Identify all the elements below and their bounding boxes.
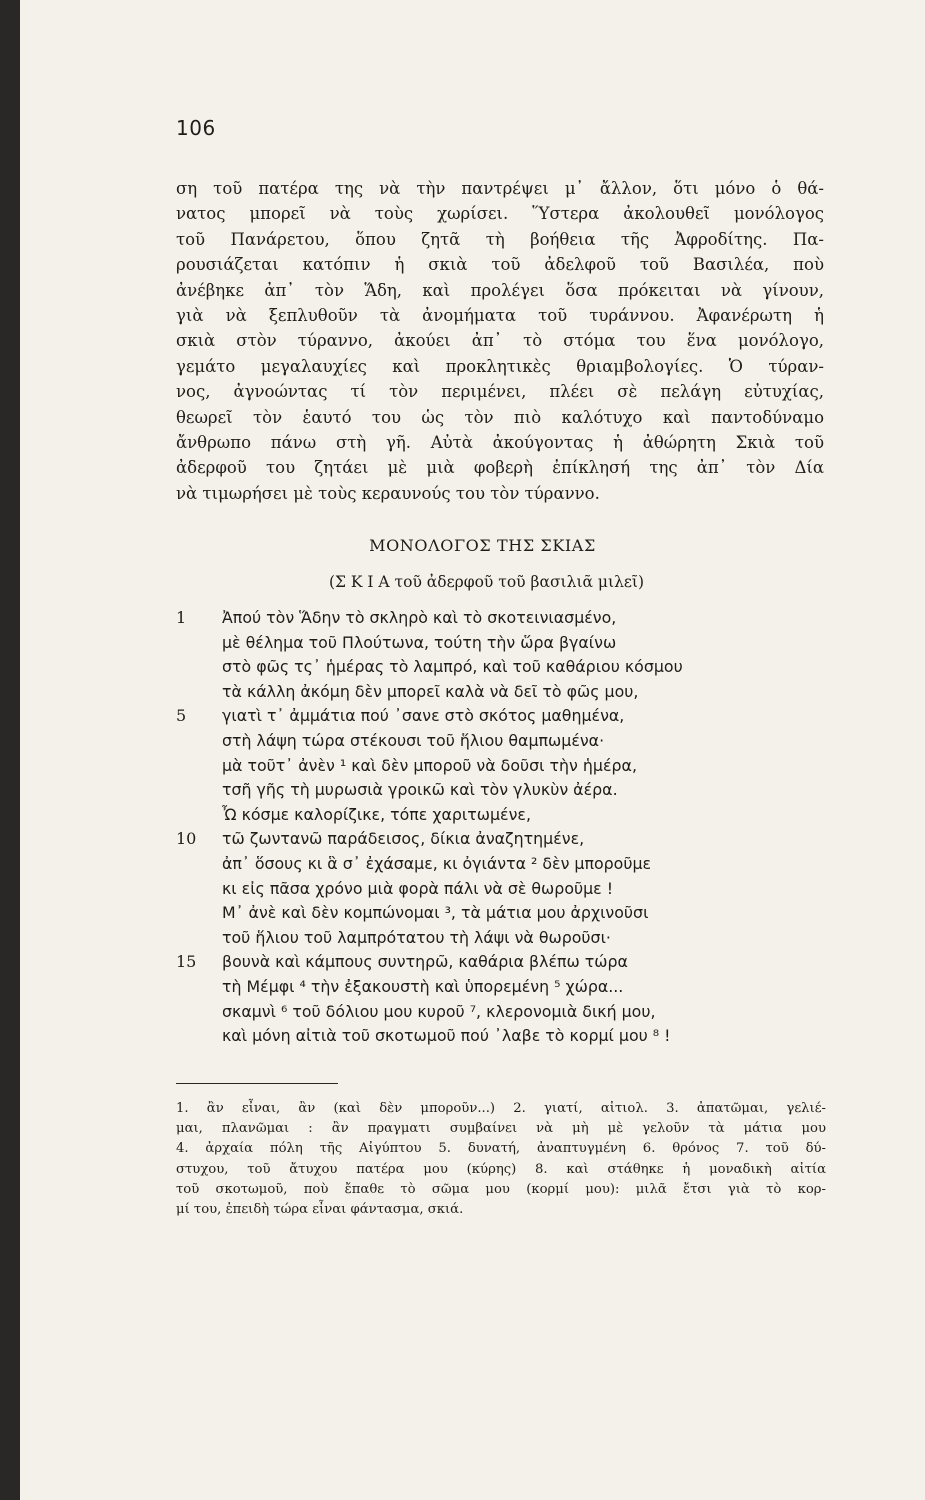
poem-verse bbox=[176, 901, 826, 926]
footnote-divider bbox=[176, 1083, 338, 1084]
footnote-line: 4. ἀρχαία πόλη τῆς Αἰγύπτου 5. δυνατή, ἀναπτυγμένη 6. θρόνος 7. τοῦ δύ- bbox=[176, 1141, 826, 1157]
prose-line: ση τοῦ πατέρα της νὰ τὴν παντρέψει μ᾽ ἄλλον, ὅτι μόνο ὁ θά- bbox=[176, 179, 824, 198]
poem-verse bbox=[176, 704, 826, 729]
verse-text: βουνὰ καὶ κάμπους συντηρῶ, καθάρια βλέπω τώρα bbox=[222, 952, 628, 972]
poem-verse bbox=[176, 680, 826, 705]
footnotes bbox=[176, 1099, 826, 1220]
poem-verse bbox=[176, 827, 826, 852]
footnote-line: μαι, πλανῶμαι : ἂν πραγματι συμβαίνει νὰ μὴ μὲ γελοῦν τὰ μάτια μου bbox=[176, 1121, 826, 1137]
section-subtitle: (Σ Κ Ι Α τοῦ ἀδερφοῦ τοῦ βασιλιᾶ μιλεῖ) bbox=[328, 573, 645, 591]
footnote-line: στυχου, τοῦ ἄτυχου πατέρα μου (κύρης) 8. καὶ στάθηκε ἡ μοναδικὴ αἰτία bbox=[176, 1161, 826, 1177]
footnote-line: μί του, ἐπειδὴ τώρα εἶναι φάντασμα, σκιά. bbox=[176, 1202, 464, 1218]
poem-verse bbox=[176, 877, 826, 902]
verse-text: τὰ κάλλη ἀκόμη δὲν μπορεῖ καλὰ νὰ δεῖ τὸ φῶς μου, bbox=[222, 681, 639, 701]
verse-text: σκαμνὶ ⁶ τοῦ δόλιου μου κυροῦ ⁷, κλερονομιὰ δική μου, bbox=[222, 1001, 656, 1021]
verse-number: 1 bbox=[176, 608, 187, 627]
verse-text: γιατὶ τ᾽ ἀμμάτια πού ᾽σανε στὸ σκότος μαθημένα, bbox=[222, 706, 625, 726]
poem-verse bbox=[176, 606, 826, 631]
verse-text: τσῆ γῆς τὴ μυρωσιὰ γροικῶ καὶ τὸν γλυκὺν ἀέρα. bbox=[222, 780, 618, 800]
prose-line: τοῦ Πανάρετου, ὅπου ζητᾶ τὴ βοήθεια τῆς Ἀφροδίτης. Πα- bbox=[176, 229, 824, 249]
poem-verse bbox=[176, 1000, 826, 1025]
prose-line: ἄνθρωπο πάνω στὴ γῆ. Αὐτὰ ἀκούγοντας ἡ ἀθώρητη Σκιὰ τοῦ bbox=[176, 433, 824, 453]
poem-verse bbox=[176, 975, 826, 1000]
verse-number: 10 bbox=[176, 829, 197, 849]
prose-line: γεμάτο μεγαλαυχίες καὶ προκλητικὲς θριαμβολογίες. Ὁ τύραν- bbox=[176, 356, 824, 376]
verse-text: στὴ λάψη τώρα στέκουσι τοῦ ἥλιου θαμπωμένα· bbox=[222, 730, 605, 750]
footnote-line: 1. ἂν εἶναι, ἂν (καὶ δὲν μποροῦν...) 2. γιατί, αἰτιολ. 3. ἀπατῶμαι, γελιέ- bbox=[176, 1101, 826, 1116]
book-spine-shadow bbox=[0, 0, 20, 1500]
verse-text: κι εἰς πᾶσα χρόνο μιὰ φορὰ πάλι νὰ σὲ θωροῦμε ! bbox=[222, 878, 614, 898]
poem-verse bbox=[176, 926, 826, 951]
prose-line: νατος μπορεῖ νὰ τοὺς χωρίσει. Ὕστερα ἀκολουθεῖ μονόλογος bbox=[176, 204, 824, 224]
poem-verse bbox=[176, 655, 826, 680]
footnote-line: τοῦ σκοτωμοῦ, ποὺ ἔπαθε τὸ σῶμα μου (κορμί μου): μιλᾶ ἔτσι γιὰ τὸ κορ- bbox=[176, 1181, 826, 1197]
verse-text: τοῦ ἥλιου τοῦ λαμπρότατου τὴ λάψι νὰ θωροῦσι· bbox=[222, 927, 611, 947]
prose-line: θεωρεῖ τὸν ἑαυτό του ὡς τὸν πιὸ καλότυχο καὶ παντοδύναμο bbox=[176, 407, 824, 427]
verse-text: μὰ τοῦτ᾽ ἀνὲν ¹ καὶ δὲν μποροῦ νὰ δοῦσι τὴν ἡμέρα, bbox=[222, 755, 637, 775]
prose-paragraph bbox=[176, 176, 824, 506]
prose-line: σκιὰ στὸν τύραννο, ἀκούει ἀπ᾽ τὸ στόμα του ἕνα μονόλογο, bbox=[176, 331, 824, 351]
verse-text: Ὦ κόσμε καλορίζικε, τόπε χαριτωμένε, bbox=[222, 804, 531, 824]
verse-text: μὲ θέλημα τοῦ Πλούτωνα, τούτη τὴν ὥρα βγαίνω bbox=[222, 632, 617, 652]
verse-text: Ἀπού τὸν Ἅδην τὸ σκληρὸ καὶ τὸ σκοτεινιασμένο, bbox=[222, 608, 617, 627]
prose-line: νὰ τιμωρήσει μὲ τοὺς κεραυνούς του τὸν τύραννο. bbox=[176, 483, 600, 503]
verse-text: ἀπ᾽ ὅσους κι ἃ σ᾽ ἐχάσαμε, κι ὀγιάντα ² δὲν μποροῦμε bbox=[222, 853, 652, 873]
verse-text: καὶ μόνη αἰτιὰ τοῦ σκοτωμοῦ πού ᾽λαβε τὸ κορμί μου ⁸ ! bbox=[222, 1026, 671, 1046]
prose-line: ἀδερφοῦ του ζητάει μὲ μιὰ φοβερὴ ἐπίκλησή της ἀπ᾽ τὸν Δία bbox=[176, 458, 824, 478]
verse-number: 5 bbox=[176, 706, 187, 726]
poem-verse bbox=[176, 631, 826, 656]
poem-verse bbox=[176, 803, 826, 828]
verse-text: στὸ φῶς τς᾽ ἡμέρας τὸ λαμπρό, καὶ τοῦ καθάριου κόσμου bbox=[222, 657, 683, 677]
poem-verse bbox=[176, 852, 826, 877]
poem-verse bbox=[176, 950, 826, 975]
poem-verse bbox=[176, 754, 826, 779]
poem-verse bbox=[176, 729, 826, 754]
verse-text: τὴ Μέμφι ⁴ τὴν ἐξακουστὴ καὶ ὑπορεμένη ⁵ χώρα... bbox=[222, 976, 624, 996]
page-number: 106 bbox=[176, 116, 216, 140]
section-title: ΜΟΝΟΛΟΓΟΣ ΤΗΣ ΣΚΙΑΣ bbox=[369, 536, 596, 555]
prose-line: νος, ἀγνοώντας τί τὸν περιμένει, πλέει σὲ πελάγη εὐτυχίας, bbox=[176, 382, 824, 402]
poem bbox=[176, 606, 826, 1049]
verse-number: 15 bbox=[176, 952, 197, 972]
prose-line: ρουσιάζεται κατόπιν ἡ σκιὰ τοῦ ἀδελφοῦ τοῦ Βασιλέα, ποὺ bbox=[176, 255, 824, 275]
verse-text: Μ᾽ ἀνὲ καὶ δὲν κομπώνομαι ³, τὰ μάτια μου ἀρχινοῦσι bbox=[222, 903, 649, 923]
prose-line: ἀνέβηκε ἀπ᾽ τὸν Ἅδη, καὶ προλέγει ὅσα πρόκειται νὰ γίνουν, bbox=[176, 280, 824, 300]
poem-verse bbox=[176, 1024, 826, 1049]
verse-text: τῶ ζωντανῶ παράδεισος, δίκια ἀναζητημένε, bbox=[222, 829, 585, 849]
prose-line: γιὰ νὰ ξεπλυθοῦν τὰ ἀνομήματα τοῦ τυράννου. Ἀφανέρωτη ἡ bbox=[176, 306, 824, 326]
poem-verse bbox=[176, 778, 826, 803]
